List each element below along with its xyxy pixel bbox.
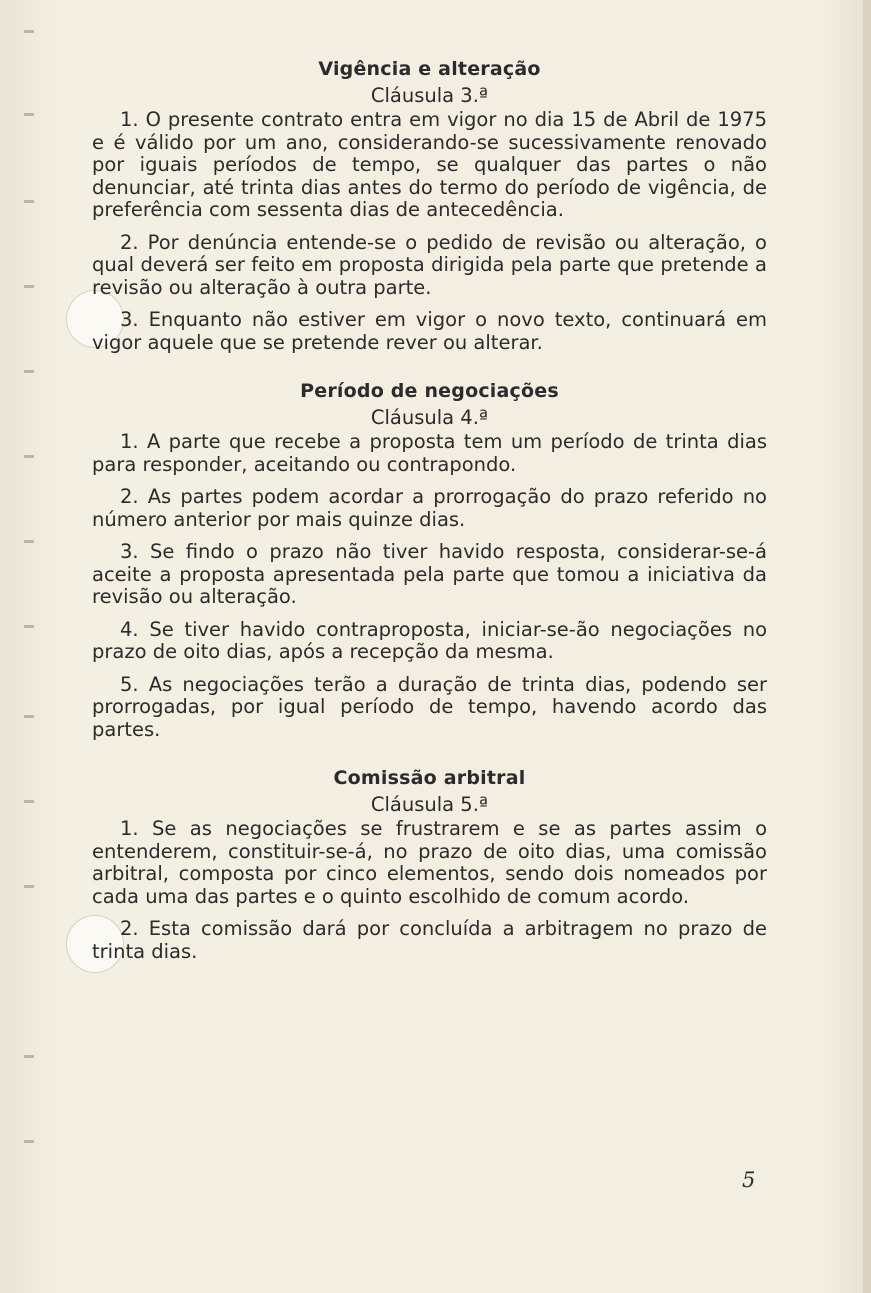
page-edge (863, 0, 871, 1293)
paragraph: 1. Se as negociações se frustrarem e se as partes assim o entenderem, constituir-se-á, no prazo de oito dias, uma comissão arbitral, composta por cinco elementos, sendo dois nomeados por cada uma das partes e o quinto escolhido de comum acordo. (92, 817, 767, 908)
binding-mark (24, 885, 34, 888)
binding-mark (24, 200, 34, 203)
binding-mark (24, 1055, 34, 1058)
paragraph: 2. Por denúncia entende-se o pedido de revisão ou alteração, o qual deverá ser feito em proposta dirigida pela parte que pretende a revisão ou alteração à outra parte. (92, 230, 767, 299)
binding-mark (24, 455, 34, 458)
section-heading: Comissão arbitral (333, 767, 526, 789)
binding-mark (24, 800, 34, 803)
binding-mark (24, 285, 34, 288)
section-vigencia (92, 58, 767, 354)
paragraph: 5. As negociações terão a duração de trinta dias, podendo ser prorrogadas, por igual período de tempo, havendo acordo das partes. (92, 672, 767, 741)
clause-title: Cláusula 4.ª (370, 405, 489, 429)
paragraph: 1. O presente contrato entra em vigor no dia 15 de Abril de 1975 e é válido por um ano, considerando-se sucessivamente renovado por iguais períodos de tempo, se qualquer das partes o não denunciar, até trinta dias antes do termo do período de vigência, de preferência com sessenta dias de antecedência. (92, 108, 767, 221)
section-heading: Vigência e alteração (318, 58, 541, 80)
binding-mark (24, 540, 34, 543)
section-negociacoes (92, 380, 767, 741)
section-comissao-arbitral (92, 767, 767, 963)
binding-marks (24, 0, 44, 1293)
binding-mark (24, 30, 34, 33)
section-heading: Período de negociações (300, 380, 559, 402)
paragraph: 3. Se findo o prazo não tiver havido resposta, considerar-se-á aceite a proposta apresentada pela parte que tomou a iniciativa da revisão ou alteração. (92, 540, 767, 608)
paragraph: 4. Se tiver havido contraproposta, iniciar-se-ão negociações no prazo de oito dias, após a recepção da mesma. (92, 617, 767, 663)
binding-mark (24, 1140, 34, 1143)
page-number: 5 (742, 1168, 756, 1192)
paragraph: 2. As partes podem acordar a prorrogação do prazo referido no número anterior por mais quinze dias. (92, 485, 767, 531)
binding-mark (24, 370, 34, 373)
binding-mark (24, 625, 34, 628)
document-body (92, 58, 767, 973)
clause-title: Cláusula 3.ª (370, 83, 489, 107)
binding-mark (24, 715, 34, 718)
paragraph: 2. Esta comissão dará por concluída a arbitragem no prazo de trinta dias. (92, 917, 767, 963)
paragraph: 1. A parte que recebe a proposta tem um período de trinta dias para responder, aceitando ou contrapondo. (92, 430, 767, 476)
paragraph: 3. Enquanto não estiver em vigor o novo texto, continuará em vigor aquele que se pretende rever ou alterar. (92, 308, 767, 354)
binding-mark (24, 113, 34, 116)
clause-title: Cláusula 5.ª (370, 792, 489, 816)
